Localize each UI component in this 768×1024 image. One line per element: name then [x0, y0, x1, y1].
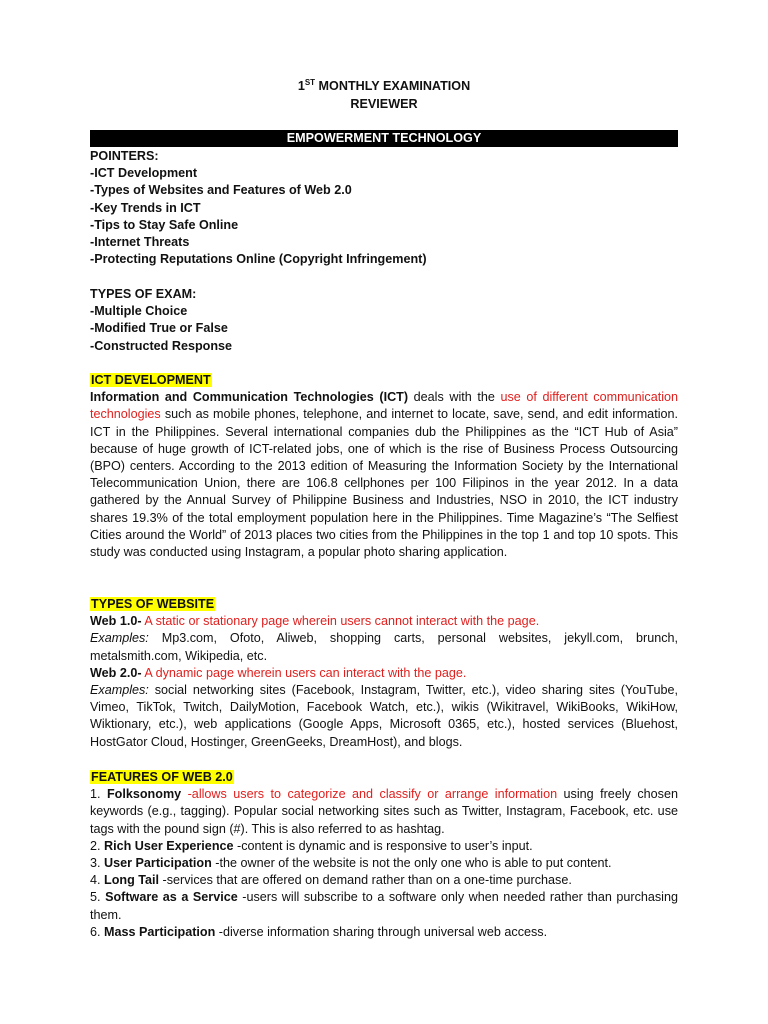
web2-examples-label: Examples: [90, 683, 149, 698]
feature-number: 4. [90, 873, 105, 888]
exam-item: -Constructed Response [90, 338, 233, 353]
ict-heading: ICT DEVELOPMENT [91, 373, 211, 387]
feature-item [90, 786, 678, 838]
feature-item [90, 855, 678, 872]
pointer-item: -Internet Threats [90, 235, 190, 250]
ict-section [90, 372, 678, 561]
feature-term: Folksonomy [106, 787, 182, 802]
ict-highlight: use of different communication technologies [90, 390, 678, 422]
web2-definition [90, 665, 678, 682]
feature-text: -content is dynamic and is responsive to user’s input. [233, 838, 533, 853]
pointer-item: -Protecting Reputations Online (Copyright Infringement) [90, 252, 427, 267]
title-superscript: ST [304, 77, 316, 87]
feature-highlight: -allows users to categorize and classify or arrange information [181, 787, 558, 802]
feature-item [90, 838, 678, 855]
pointer-item: -Key Trends in ICT [90, 200, 201, 215]
feature-number: 3. [90, 856, 105, 871]
feature-term: Rich User Experience [104, 838, 234, 853]
subject-banner: EMPOWERMENT TECHNOLOGY [90, 130, 678, 147]
features-section [90, 769, 678, 941]
websites-heading: TYPES OF WEBSITE [91, 597, 215, 611]
web2-def: A dynamic page wherein users can interact with the page. [141, 665, 467, 680]
feature-term: Software as a Service [105, 890, 238, 905]
title-rest: MONTHLY EXAMINATION [315, 79, 471, 93]
ict-text-2: such as mobile phones, telephone, and internet to locate, save, send, and edit information. ICT in the Philippines. Several international companies dub the Philippines as the “ICT Hub of Asia” because of huge growth of ICT-related jobs, one of which is the rise of Business Process Outsourcing (BPO) centers. According to the 2013 edition of Measuring the Information Society by the International Telecommunication Union, there are 106.8 cellphones per 100 Filipinos in the year 2012. In a data gathered by the Annual Survey of Philippine Business and Industries, NSO in 2010, the ICT industry shares 19.3% of the total employment population here in the Philippines. Time Magazine’s “The Selfiest Cities around the World” of 2013 places two cities from the Philippines in the top 1 and top 10 spots. This study was conducted using Instagram, a popular photo sharing application. [90, 407, 678, 560]
pointer-item: -Types of Websites and Features of Web 2.0 [90, 183, 352, 198]
exam-section [90, 286, 678, 355]
feature-item [90, 872, 678, 889]
feature-text: -services that are offered on demand rather than on a one-time purchase. [159, 873, 572, 888]
features-heading: FEATURES OF WEB 2.0 [91, 770, 233, 784]
web1-examples-label: Examples: [90, 631, 149, 646]
web2-examples [90, 682, 678, 751]
ict-term: Information and Communication Technologies (ICT) [90, 390, 409, 405]
exam-item: -Multiple Choice [90, 304, 188, 319]
page-subtitle: REVIEWER [350, 97, 418, 111]
pointers-section [90, 148, 678, 268]
title-prefix: 1 [297, 79, 305, 93]
pointer-item: -Tips to Stay Safe Online [90, 217, 239, 232]
exam-heading: TYPES OF EXAM: [90, 287, 197, 301]
feature-number: 1. [90, 787, 107, 802]
web1-examples-text: Mp3.com, Ofoto, Aliweb, shopping carts, personal websites, jekyll.com, brunch, metalsmith.com, Wikipedia, etc. [90, 631, 678, 663]
pointers-heading: POINTERS: [90, 149, 159, 163]
web1-def: A static or stationary page wherein users cannot interact with the page. [141, 614, 540, 629]
feature-text: using freely chosen keywords (e.g., tagging). Popular social networking sites such as Twitter, Instagram, Facebook, etc. use tags with the pound sign (#). This is also referred to as hashtag. [90, 787, 678, 836]
feature-term: Mass Participation [104, 924, 216, 939]
feature-number: 5. [90, 890, 106, 905]
ict-paragraph [90, 389, 678, 561]
feature-number: 6. [90, 924, 105, 939]
feature-term: User Participation [104, 856, 212, 871]
feature-item [90, 924, 678, 941]
websites-section [90, 596, 678, 751]
web2-examples-text: social networking sites (Facebook, Instagram, Twitter, etc.), video sharing sites (YouTube, Vimeo, TikTok, Twitch, DailyMotion, Facebook Watch, etc.), wikis (Wikitravel, WikiBooks, WikiHow, Wiktionary, etc.), web applications (Google Apps, Microsoft 0365, etc.), hosted services (Bluehost, HostGator Cloud, Hostinger, GreenGeeks, DreamHost), and blogs. [90, 683, 678, 749]
web2-label: Web 2.0- [90, 665, 142, 680]
feature-text: -diverse information sharing through universal web access. [215, 924, 548, 939]
page-title [90, 78, 678, 95]
feature-number: 2. [90, 838, 105, 853]
feature-term: Long Tail [104, 873, 160, 888]
exam-item: -Modified True or False [90, 321, 228, 336]
ict-text-1: deals with the [408, 390, 501, 405]
web1-examples [90, 630, 678, 664]
pointer-item: -ICT Development [90, 166, 198, 181]
web1-label: Web 1.0- [90, 614, 142, 629]
feature-item [90, 889, 678, 923]
feature-text: -the owner of the website is not the only one who is able to put content. [211, 856, 612, 871]
web1-definition [90, 613, 678, 630]
feature-text: -users will subscribe to a software only when needed rather than purchasing them. [90, 890, 678, 922]
